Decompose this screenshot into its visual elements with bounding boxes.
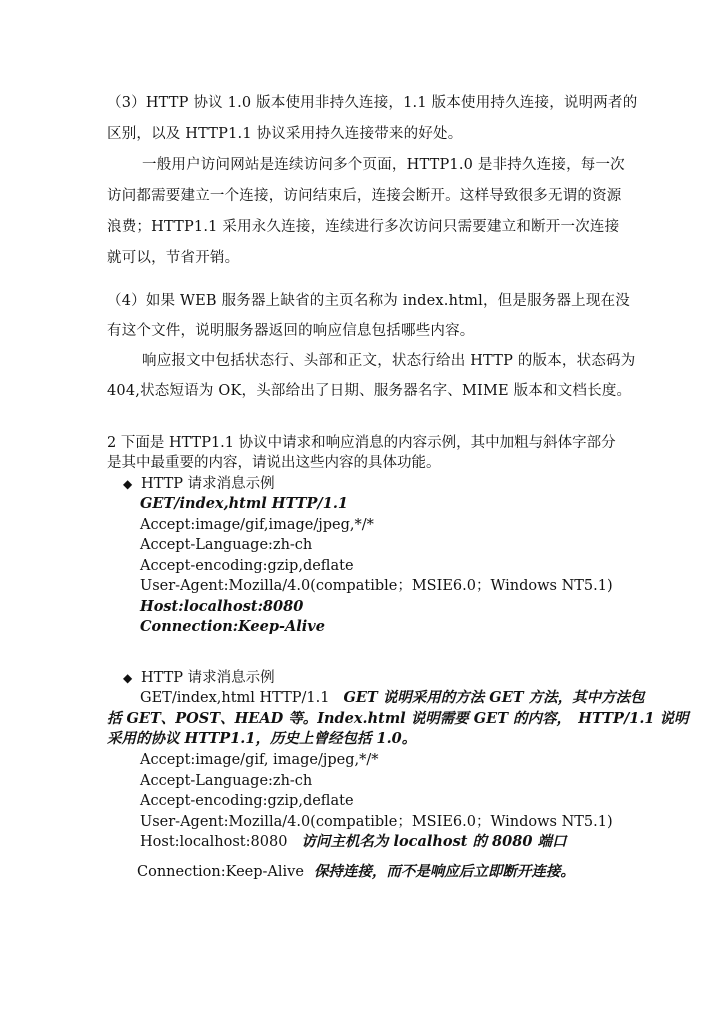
example2-get-row — [140, 688, 645, 708]
section3-question-line1: （3）HTTP 协议 1.0 版本使用非持久连接，1.1 版本使用持久连接，说明两者的 — [107, 95, 638, 111]
example2-accept-language: Accept-Language:zh-ch — [140, 773, 313, 789]
example1-heading-text: HTTP 请求消息示例 — [141, 476, 275, 492]
example2-host: Host:localhost:8080 — [140, 834, 288, 850]
example2-get-note-line1: GET 说明采用的方法 GET 方法，其中方法包 — [343, 689, 645, 706]
section3-answer-line4: 就可以，节省开销。 — [107, 250, 240, 266]
section4-answer-line2: 404,状态短语为 OK，头部给出了日期、服务器名字、MIME 版本和文档长度。 — [107, 383, 632, 399]
example2-get-line: GET/index,html HTTP/1.1 — [140, 690, 330, 706]
example2-heading — [123, 668, 275, 688]
diamond-bullet-icon: ◆ — [123, 477, 133, 491]
example1-heading — [123, 474, 275, 494]
section2-intro-line2: 是其中最重要的内容，请说出这些内容的具体功能。 — [107, 455, 441, 471]
example2-connection: Connection:Keep-Alive — [137, 864, 304, 880]
section3-answer-line2: 访问都需要建立一个连接，访问结束后，连接会断开。这样导致很多无谓的资源 — [107, 188, 622, 204]
diamond-bullet-icon: ◆ — [123, 671, 133, 685]
section3-answer-line3: 浪费；HTTP1.1 采用永久连接，连续进行多次访问只需要建立和断开一次连接 — [107, 219, 620, 235]
example1-accept-encoding: Accept-encoding:gzip,deflate — [140, 558, 354, 574]
example1-get-line: GET/index,html HTTP/1.1 — [140, 495, 348, 512]
example2-accept: Accept:image/gif, image/jpeg,*/* — [140, 752, 379, 768]
example2-host-row — [140, 832, 566, 852]
example2-heading-text: HTTP 请求消息示例 — [141, 670, 275, 686]
example1-user-agent: User-Agent:Mozilla/4.0(compatible；MSIE6.0；Windows NT5.1) — [140, 578, 613, 594]
example1-connection: Connection:Keep-Alive — [140, 618, 325, 635]
example2-get-note-line3: 采用的协议 HTTP1.1，历史上曾经包括 1.0。 — [107, 730, 417, 747]
example2-user-agent: User-Agent:Mozilla/4.0(compatible；MSIE6.0；Windows NT5.1) — [140, 814, 613, 830]
section2-intro-line1: 2 下面是 HTTP1.1 协议中请求和响应消息的内容示例，其中加粗与斜体字部分 — [107, 435, 616, 451]
section4-question-line2: 有这个文件，说明服务器返回的响应信息包括哪些内容。 — [107, 323, 475, 339]
example1-host: Host:localhost:8080 — [140, 598, 304, 615]
section4-question-line1: （4）如果 WEB 服务器上缺省的主页名称为 index.html，但是服务器上现在没 — [107, 293, 630, 309]
section3-question-line2: 区别，以及 HTTP1.1 协议采用持久连接带来的好处。 — [107, 126, 463, 142]
example2-host-note: 访问主机名为 localhost 的 8080 端口 — [301, 833, 567, 850]
example2-accept-encoding: Accept-encoding:gzip,deflate — [140, 793, 354, 809]
section3-answer-line1: 一般用户访问网站是连续访问多个页面，HTTP1.0 是非持久连接，每一次 — [142, 157, 625, 173]
example2-get-note-line2: 括 GET、POST、HEAD 等。Index.html 说明需要 GET 的内容， HTTP/1.1 说明 — [107, 710, 689, 727]
example2-connection-row — [137, 862, 575, 882]
example2-connection-note: 保持连接，而不是响应后立即断开连接。 — [313, 863, 575, 880]
example1-accept: Accept:image/gif,image/jpeg,*/* — [140, 517, 374, 533]
section4-answer-line1: 响应报文中包括状态行、头部和正文，状态行给出 HTTP 的版本，状态码为 — [142, 353, 636, 369]
example1-accept-language: Accept-Language:zh-ch — [140, 537, 313, 553]
